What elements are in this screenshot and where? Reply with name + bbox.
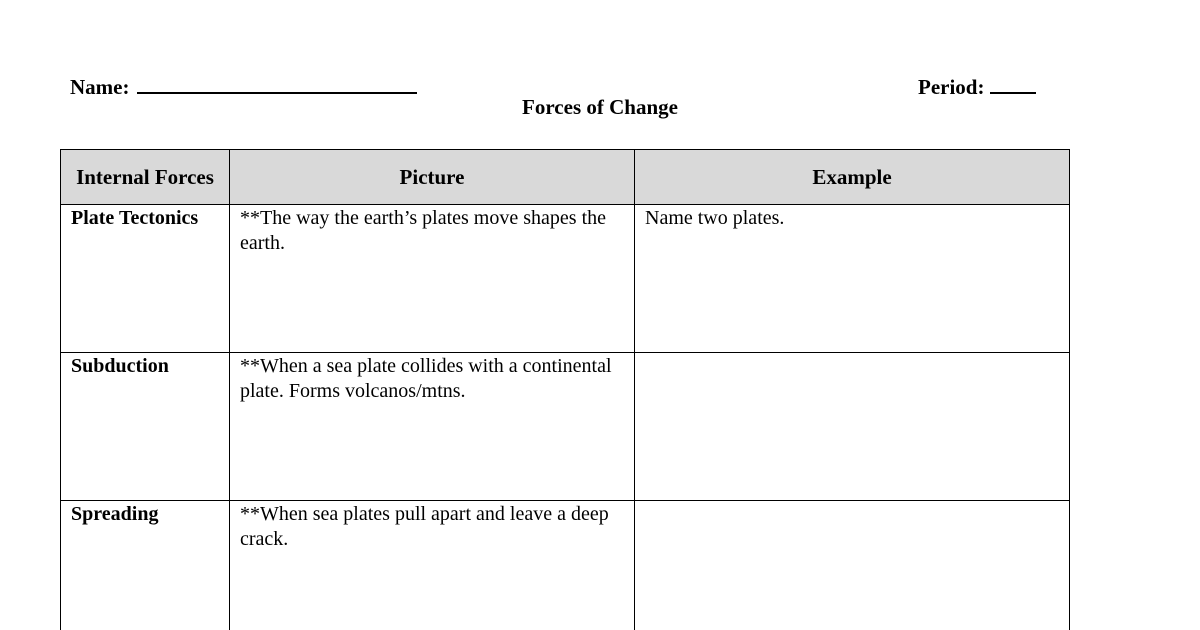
column-header-internal-forces: Internal Forces [61,150,230,205]
table-header-row [61,150,1070,205]
worksheet-title: Forces of Change [522,95,678,119]
table-row [61,353,1070,501]
table-row [61,501,1070,630]
table-row [61,205,1070,353]
name-label: Name: [70,75,130,99]
example-cell[interactable] [635,501,1070,630]
column-header-picture: Picture [230,150,635,205]
force-name-cell: Subduction [61,353,230,501]
name-blank-line[interactable] [137,68,417,94]
picture-cell[interactable]: **When sea plates pull apart and leave a deep crack. [230,501,635,630]
forces-table [60,149,1070,630]
force-name-cell: Plate Tectonics [61,205,230,353]
period-label: Period: [918,75,985,99]
example-cell[interactable]: Name two plates. [635,205,1070,353]
picture-cell[interactable]: **The way the earth’s plates move shapes the earth. [230,205,635,353]
picture-cell[interactable]: **When a sea plate collides with a continental plate. Forms volcanos/mtns. [230,353,635,501]
period-blank-line[interactable] [990,68,1036,94]
column-header-example: Example [635,150,1070,205]
example-cell[interactable] [635,353,1070,501]
force-name-cell: Spreading [61,501,230,630]
